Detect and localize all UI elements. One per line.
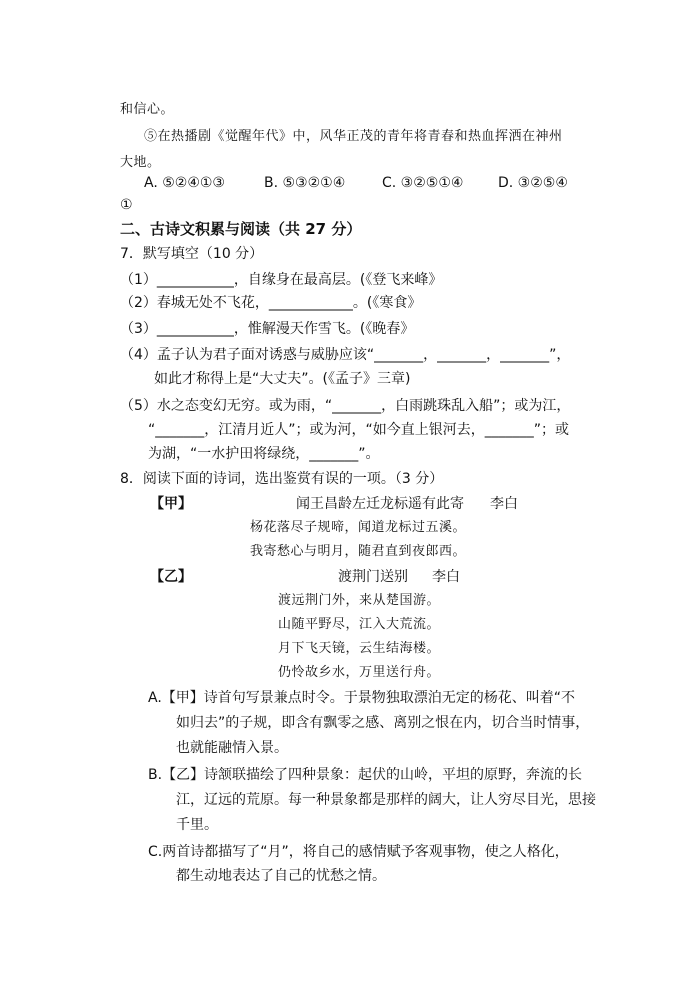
section2-title: 二、古诗文积累与阅读（共 27 分） [120, 220, 362, 238]
q7-item-1: （1）___________，自缘身在最高层。(《登飞来峰》 [120, 272, 443, 288]
q8-option-a-line-3: 也就能融情入景。 [176, 740, 288, 756]
q6-option-d-wrap: ① [120, 197, 133, 213]
poem-a-tag: 【甲】 [150, 496, 192, 512]
poem-b-tag: 【乙】 [150, 569, 192, 585]
q6-option-c: C. ③②⑤①④ [382, 175, 464, 191]
q8-option-b-line-2: 江，辽远的荒原。每一种景象都是那样的阔大，让人穷尽目光，思接 [176, 792, 596, 808]
q6-option-d: D. ③②⑤④ [498, 175, 568, 191]
q8-option-b-line-3: 千里。 [176, 817, 218, 833]
poem-b-line-2: 山随平野尽，江入大荒流。 [278, 617, 441, 632]
poem-b-line-3: 月下飞天镜，云生结海楼。 [278, 641, 441, 656]
q8-title: 8．阅读下面的诗词，选出鉴赏有误的一项。（3 分） [120, 471, 444, 487]
q7-item-5-cont1: “_______，江清月近人”；或为河，“如今直上银河去，_______”；或 [148, 422, 570, 438]
q6-tail-line: 和信心。 [120, 102, 175, 117]
poem-a-title: 闻王昌龄左迁龙标遥有此寄 [296, 496, 464, 512]
q7-title: 7．默写填空（10 分） [120, 246, 264, 262]
q8-option-c-line-1: C.两首诗都描写了“月”，将自己的感情赋予客观事物，使之人格化， [148, 844, 569, 860]
q7-item-4: （4）孟子认为君子面对诱惑与威胁应该“_______，_______，_______”， [120, 347, 571, 363]
q6-item5-line2: 大地。 [120, 155, 161, 170]
poem-a-line-1: 杨花落尽子规啼，闻道龙标过五溪。 [250, 520, 467, 535]
q7-item-5-cont2: 为湖，“一水护田将绿绕，_______”。 [148, 446, 380, 462]
q8-option-a-line-1: A.【甲】诗首句写景兼点时令。于景物独取漂泊无定的杨花、叫着“不 [148, 690, 576, 706]
q7-item-2: （2）春城无处不飞花，____________。(《寒食》 [120, 295, 422, 311]
q7-item-5: （5）水之态变幻无穷。或为雨，“_______，白雨跳珠乱入船”；或为江， [120, 398, 571, 414]
q8-option-b-line-1: B.【乙】诗颔联描绘了四种景象：起伏的山岭，平坦的原野，奔流的长 [148, 767, 583, 783]
poem-b-line-1: 渡远荆门外，来从楚国游。 [278, 593, 441, 608]
q6-option-a: A. ⑤②④①③ [144, 175, 225, 191]
poem-b-author: 李白 [432, 569, 460, 585]
poem-a-line-2: 我寄愁心与明月，随君直到夜郎西。 [250, 544, 467, 559]
q6-option-b: B. ⑤③②①④ [264, 175, 346, 191]
q7-item-4-cont: 如此才称得上是“大丈夫”。(《孟子》三章) [154, 371, 411, 387]
q6-item5-line1: ⑤在热播剧《觉醒年代》中，风华正茂的青年将青春和热血挥洒在神州 [144, 129, 563, 144]
q7-item-3: （3）___________，惟解漫天作雪飞。(《晚春》 [120, 321, 415, 337]
poem-b-title: 渡荆门送别 [338, 569, 408, 585]
poem-a-author: 李白 [490, 496, 518, 512]
poem-b-line-4: 仍怜故乡水，万里送行舟。 [278, 665, 441, 680]
q8-option-a-line-2: 如归去”的子规，即含有飘零之感、离别之恨在内，切合当时情事， [176, 715, 590, 731]
q8-option-c-line-2: 都生动地表达了自己的忧愁之情。 [176, 868, 386, 884]
